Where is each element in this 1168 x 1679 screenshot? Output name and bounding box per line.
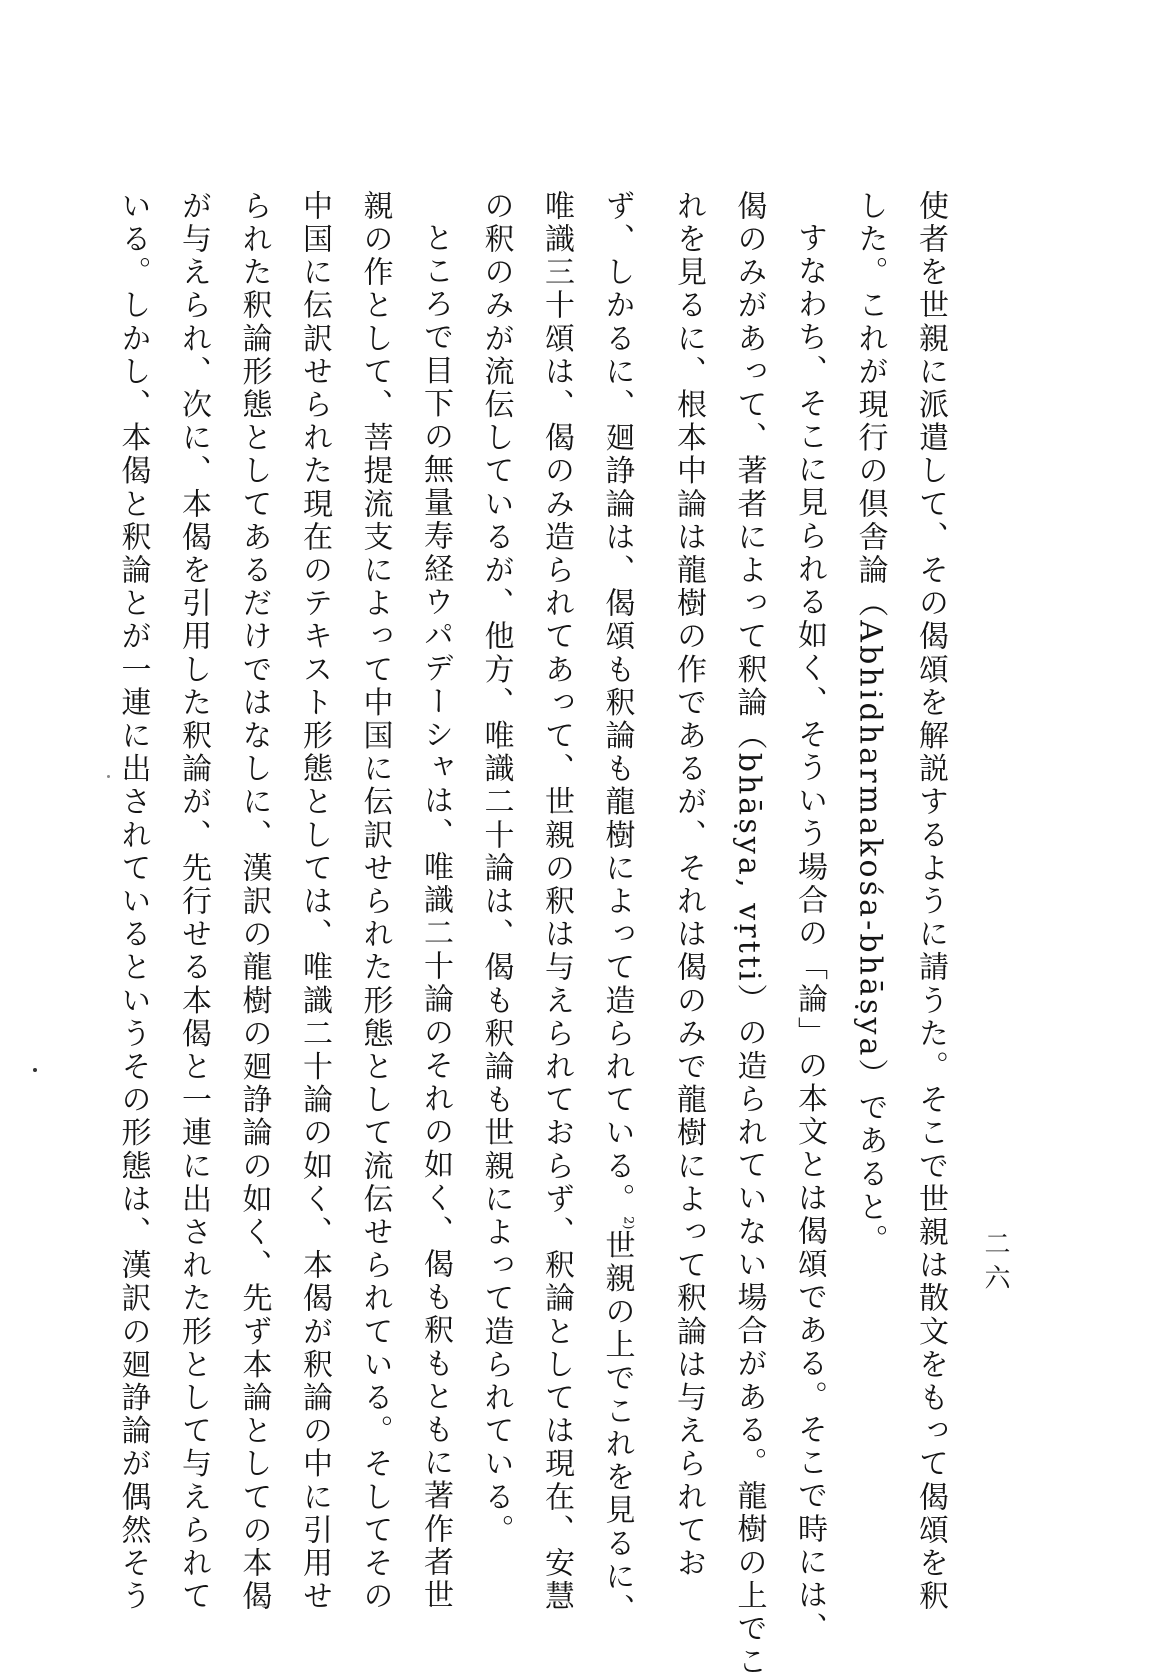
- text-line: 親の作として、菩提流支によって中国に伝訳せられた形態として流伝せられている。そしてその: [357, 190, 393, 1614]
- text-line: れを見るに、根本中論は龍樹の作であるが、それは偈のみで龍樹によって釈論は与えられてお: [671, 190, 706, 1581]
- text-line: [586, 190, 658, 1627]
- text-segment: 世親の上でこれを見るに、: [599, 1229, 635, 1627]
- text-line: いる。しかし、本偈と釈論とが一連に出されているというその形態は、漢訳の廻諍論が偶然そう: [115, 190, 151, 1614]
- text-line: ところで目下の無量寿経ウパデーシャは、唯識二十論のそれの如く、偈も釈もともに著作者世: [418, 222, 453, 1613]
- text-line: が与えられ、次に、本偈を引用した釈論が、先行せる本偈と一連に出された形として与えられて: [176, 190, 211, 1614]
- text-line: 唯識三十頌は、偈のみ造られてあって、世親の釈は与えられておらず、釈論としては現在、安慧: [539, 190, 574, 1614]
- scan-speck: [107, 775, 110, 778]
- page-number: 二六: [980, 1230, 1010, 1298]
- text-segment: ず、しかるに、廻諍論は、偈頌も釈論も龍樹によって造られている。: [599, 190, 635, 1217]
- text-line: られた釈論形態としてあるだけではなしに、漢訳の龍樹の廻諍論の如く、先ず本論としての本偈: [236, 190, 272, 1614]
- text-line: 偈のみがあって、著者によって釈論（bhāṣya, vṛtti）の造られていない場合がある。龍樹の上でこ: [731, 190, 767, 1679]
- scan-speck: [33, 1068, 37, 1072]
- text-line: した。これが現行の倶舎論（Abhidharmakośa-bhāṣya）であると。: [852, 190, 888, 1258]
- text-line: の釈のみが流伝しているが、他方、唯識二十論は、偈も釈論も世親によって造られている。: [478, 190, 514, 1548]
- body-text: [115, 190, 960, 1679]
- text-line: 使者を世親に派遣して、その偈頌を解説するように請うた。そこで世親は散文をもって偈頌を釈: [913, 190, 948, 1614]
- text-line: すなわち、そこに見られる如く、そういう場合の「論」の本文とは偈頌である。そこで時には、: [792, 222, 827, 1646]
- footnote-marker: 2): [620, 1216, 636, 1230]
- text-line: 中国に伝訳せられた現在のテキスト形態としては、唯識二十論の如く、本偈が釈論の中に引用せ: [297, 190, 332, 1614]
